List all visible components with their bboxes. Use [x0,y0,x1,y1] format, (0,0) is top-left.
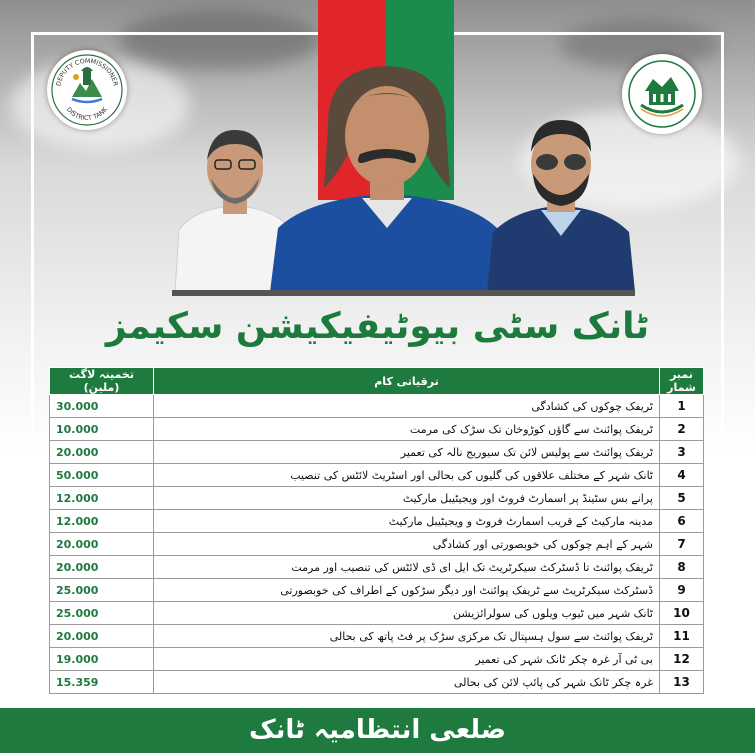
row-number: 7 [660,533,704,556]
table-row [50,602,704,625]
portrait-right [487,112,635,292]
row-work: ٹانک شہر کے مختلف علاقوں کی گلیوں کی بحالی اور اسٹریٹ لائٹس کی تنصیب [154,464,660,487]
row-number: 2 [660,418,704,441]
row-cost: 20.000 [50,556,154,579]
table-row [50,487,704,510]
row-work: ٹریفک پوائنٹ سے گاؤں کوڑوخان تک سڑک کی مرمت [154,418,660,441]
row-cost: 25.000 [50,602,154,625]
row-work: ٹریفک پوائنٹ سے پولیس لائن تک سیوریج نالہ کی تعمیر [154,441,660,464]
row-cost: 20.000 [50,441,154,464]
row-cost: 12.000 [50,487,154,510]
row-work: ٹریفک چوکوں کی کشادگی [154,395,660,418]
row-cost: 25.000 [50,579,154,602]
deputy-commissioner-logo [47,50,127,130]
schemes-table [49,367,704,694]
table-row [50,579,704,602]
row-number: 13 [660,671,704,694]
photo-baseline [172,290,635,296]
logo-ring-top-text: DEPUTY COMMISSIONER [55,57,119,87]
row-number: 11 [660,625,704,648]
table-row [50,510,704,533]
table-row [50,395,704,418]
row-number: 8 [660,556,704,579]
row-cost: 20.000 [50,625,154,648]
table-row [50,648,704,671]
row-number: 3 [660,441,704,464]
schemes-table-container [49,367,704,694]
table-row [50,556,704,579]
row-cost: 19.000 [50,648,154,671]
row-work: شہر کے اہم چوکوں کی خوبصورتی اور کشادگی [154,533,660,556]
footer-banner: ضلعی انتظامیہ ٹانک [0,708,755,753]
table-header-row [50,368,704,395]
row-work: بی ٹی آر غرہ چکر ٹانک شہر کی تعمیر [154,648,660,671]
row-cost: 12.000 [50,510,154,533]
header-cost: تخمینہ لاگت (ملین) [50,368,154,395]
row-cost: 20.000 [50,533,154,556]
logo-ring-bottom-text: DISTRICT TANK [64,106,110,123]
header-number: نمبر شمار [660,368,704,395]
table-row [50,625,704,648]
row-number: 1 [660,395,704,418]
row-cost: 10.000 [50,418,154,441]
row-work: مدینہ مارکیٹ کے قریب اسمارٹ فروٹ و ویجیٹیبل مارکیٹ [154,510,660,533]
dc-seal-icon [50,53,124,127]
table-row [50,671,704,694]
row-work: ٹریفک پوائنٹ تا ڈسٹرکٹ سیکرٹریٹ تک ایل ای ڈی لائٹس کی تنصیب اور مرمت [154,556,660,579]
table-row [50,441,704,464]
row-number: 5 [660,487,704,510]
portrait-center [270,58,505,292]
kp-government-emblem-icon [627,59,697,129]
row-number: 12 [660,648,704,671]
row-work: پرانے بس سٹینڈ پر اسمارٹ فروٹ اور ویجیٹیبل مارکیٹ [154,487,660,510]
row-cost: 50.000 [50,464,154,487]
row-work: ٹریفک پوائنٹ سے سول ہسپتال تک مرکزی سڑک پر فٹ پاتھ کی بحالی [154,625,660,648]
table-row [50,533,704,556]
row-work: غرہ چکر ٹانک شہر کی پائپ لائن کی بحالی [154,671,660,694]
table-row [50,418,704,441]
row-number: 6 [660,510,704,533]
table-row [50,464,704,487]
row-number: 10 [660,602,704,625]
row-number: 9 [660,579,704,602]
row-cost: 30.000 [50,395,154,418]
row-work: ٹانک شہر میں ٹیوب ویلوں کی سولرائزیشن [154,602,660,625]
row-cost: 15.359 [50,671,154,694]
header-work: ترقیاتی کام [154,368,660,395]
page-title: ٹانک سٹی بیوٹیفیکیشن سکیمز [105,306,650,347]
row-number: 4 [660,464,704,487]
row-work: ڈسٹرکٹ سیکرٹریٹ سے ٹریفک پوائنٹ اور دیگر سڑکوں کے اطراف کی خوبصورتی [154,579,660,602]
